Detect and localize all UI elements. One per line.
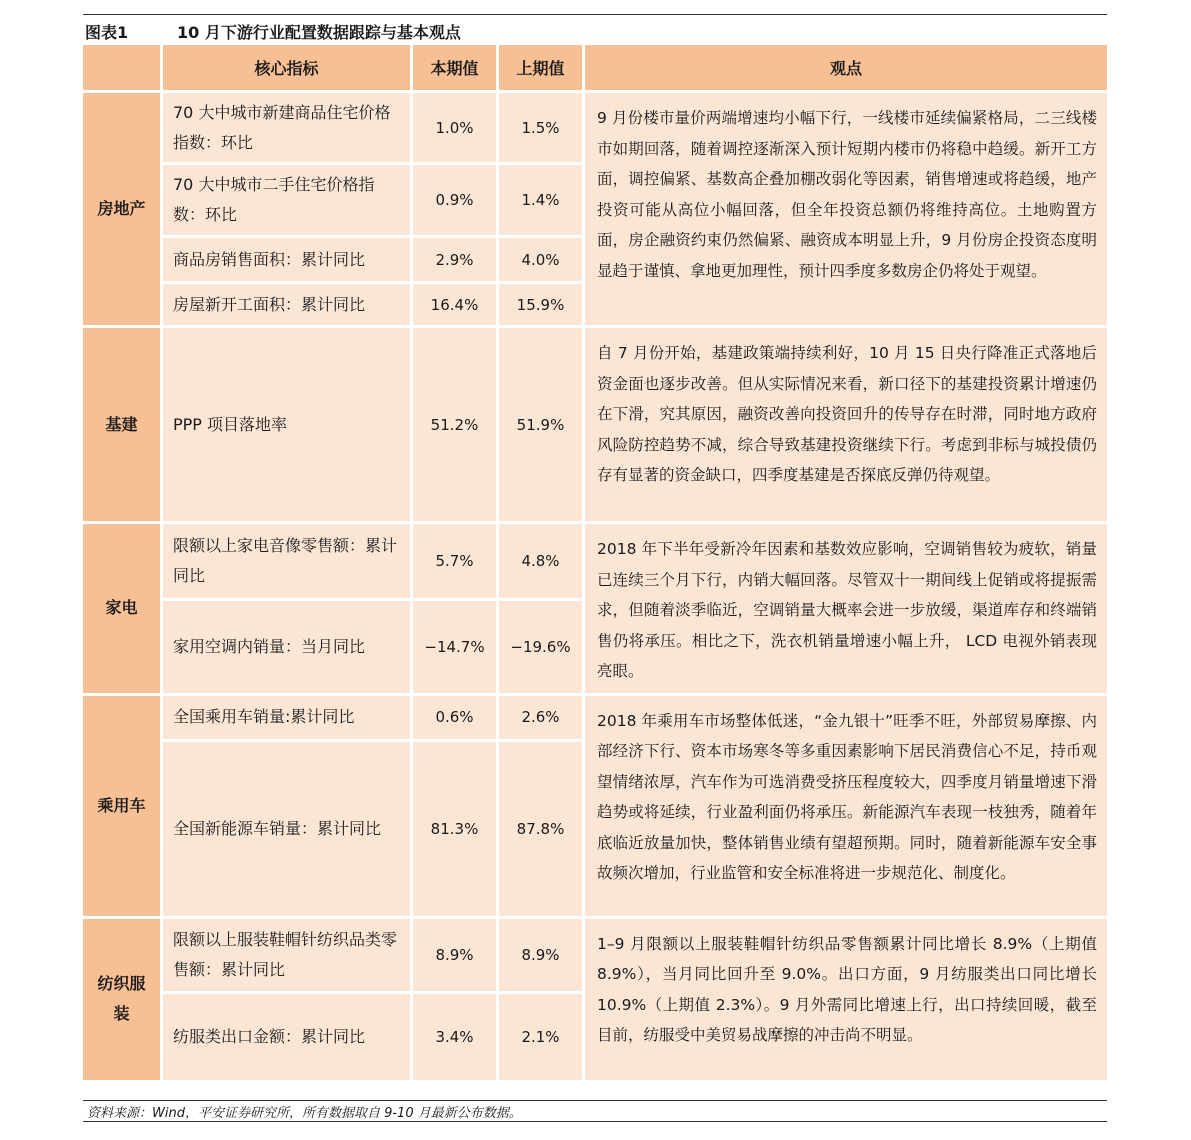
current-value: 16.4% (413, 284, 499, 328)
previous-value: 4.0% (499, 238, 585, 284)
source-note: 资料来源：Wind，平安证券研究所，所有数据取自 9-10 月最新公布数据。 (87, 1106, 522, 1121)
category-passenger-cars: 乘用车 (83, 696, 163, 919)
current-value: 1.0% (413, 93, 499, 165)
table-row (83, 696, 1107, 742)
indicator-cell: 70 大中城市新建商品住宅价格指数：环比 (163, 93, 413, 165)
indicator-cell: 全国新能源车销量：累计同比 (163, 742, 413, 919)
current-value: −14.7% (413, 601, 499, 695)
current-value: 3.4% (413, 994, 499, 1080)
previous-value: −19.6% (499, 601, 585, 695)
current-value: 51.2% (413, 328, 499, 524)
previous-value: 4.8% (499, 524, 585, 601)
indicator-cell: 纺服类出口金额：累计同比 (163, 994, 413, 1080)
view-passenger-cars: 2018 年乘用车市场整体低迷，“金九银十”旺季不旺，外部贸易摩擦、内部经济下行、资本市场寒冬等多重因素影响下居民消费信心不足，持币观望情绪浓厚，汽车作为可选消费受挤压程度较大，四季度月销量增速下滑趋势或将延续，行业盈利面仍将承压。新能源汽车表现一枝独秀，随着年底临近放量加快，整体销售业绩有望超预期。同时，随着新能源车安全事故频次增加，行业监管和安全标准将进一步规范化、制度化。 (585, 696, 1107, 919)
current-value: 8.9% (413, 919, 499, 994)
previous-value: 87.8% (499, 742, 585, 919)
figure-title-bar (83, 14, 1107, 46)
previous-value: 51.9% (499, 328, 585, 524)
allocation-table (83, 45, 1107, 1080)
indicator-cell: 限额以上服装鞋帽针纺织品类零售额：累计同比 (163, 919, 413, 994)
category-infrastructure: 基建 (83, 328, 163, 524)
current-value: 0.6% (413, 696, 499, 742)
indicator-cell: 家用空调内销量：当月同比 (163, 601, 413, 695)
indicator-cell: 商品房销售面积：累计同比 (163, 238, 413, 284)
header-previous: 上期值 (499, 45, 585, 93)
view-real-estate: 9 月份楼市量价两端增速均小幅下行，一线楼市延续偏紧格局，二三线楼市如期回落，随着调控逐渐深入预计短期内楼市仍将稳中趋缓。新开工方面，调控偏紧、基数高企叠加棚改弱化等因素，销售增速或将趋缓，地产投资可能从高位小幅回落，但全年投资总额仍将维持高位。土地购置方面，房企融资约束仍然偏紧、融资成本明显上升，9 月份房企投资态度明显趋于谨慎、拿地更加理性，预计四季度多数房企仍将处于观望。 (585, 93, 1107, 328)
category-textiles (83, 919, 163, 1080)
category-appliances: 家电 (83, 524, 163, 696)
current-value: 81.3% (413, 742, 499, 919)
previous-value: 1.4% (499, 165, 585, 238)
indicator-cell: PPP 项目落地率 (163, 328, 413, 524)
previous-value: 2.1% (499, 994, 585, 1080)
table-row (83, 524, 1107, 601)
category-real-estate: 房地产 (83, 93, 163, 328)
table-row (83, 93, 1107, 165)
header-category (83, 45, 163, 93)
previous-value: 8.9% (499, 919, 585, 994)
figure-title: 10 月下游行业配置数据跟踪与基本观点 (177, 23, 461, 42)
source-note-bar (83, 1100, 1107, 1122)
current-value: 5.7% (413, 524, 499, 601)
previous-value: 15.9% (499, 284, 585, 328)
current-value: 0.9% (413, 165, 499, 238)
indicator-cell: 限额以上家电音像零售额：累计同比 (163, 524, 413, 601)
header-indicator: 核心指标 (163, 45, 413, 93)
view-textiles: 1–9 月限额以上服装鞋帽针纺织品零售额累计同比增长 8.9%（上期值 8.9%），当月同比回升至 9.0%。出口方面，9 月纺服类出口同比增长 10.9%（上期值 2.3%）。9 月外需同比增速上行，出口持续回暖，截至目前，纺服受中美贸易战摩擦的冲击尚不明显。 (585, 919, 1107, 1080)
category-textiles-label: 纺织服装 (97, 974, 146, 1023)
header-current: 本期值 (413, 45, 499, 93)
previous-value: 1.5% (499, 93, 585, 165)
figure-label: 图表1 (85, 23, 129, 42)
previous-value: 2.6% (499, 696, 585, 742)
view-appliances: 2018 年下半年受新冷年因素和基数效应影响，空调销售较为疲软，销量已连续三个月下行，内销大幅回落。尽管双十一期间线上促销或将提振需求，但随着淡季临近，空调销量大概率会进一步放缓，渠道库存和终端销售仍将承压。相比之下，洗衣机销量增速小幅上升， LCD 电视外销表现亮眼。 (585, 524, 1107, 696)
current-value: 2.9% (413, 238, 499, 284)
indicator-cell: 房屋新开工面积：累计同比 (163, 284, 413, 328)
table-row (83, 328, 1107, 524)
indicator-cell: 70 大中城市二手住宅价格指数：环比 (163, 165, 413, 238)
header-view: 观点 (585, 45, 1107, 93)
table-row (83, 919, 1107, 994)
view-infrastructure: 自 7 月份开始，基建政策端持续利好，10 月 15 日央行降准正式落地后资金面也逐步改善。但从实际情况来看，新口径下的基建投资累计增速仍在下滑，究其原因，融资改善向投资回升的传导存在时滞，同时地方政府风险防控趋势不减，综合导致基建投资继续下行。考虑到非标与城投债仍存有显著的资金缺口，四季度基建是否探底反弹仍待观望。 (585, 328, 1107, 524)
table-header-row (83, 45, 1107, 93)
indicator-cell: 全国乘用车销量:累计同比 (163, 696, 413, 742)
